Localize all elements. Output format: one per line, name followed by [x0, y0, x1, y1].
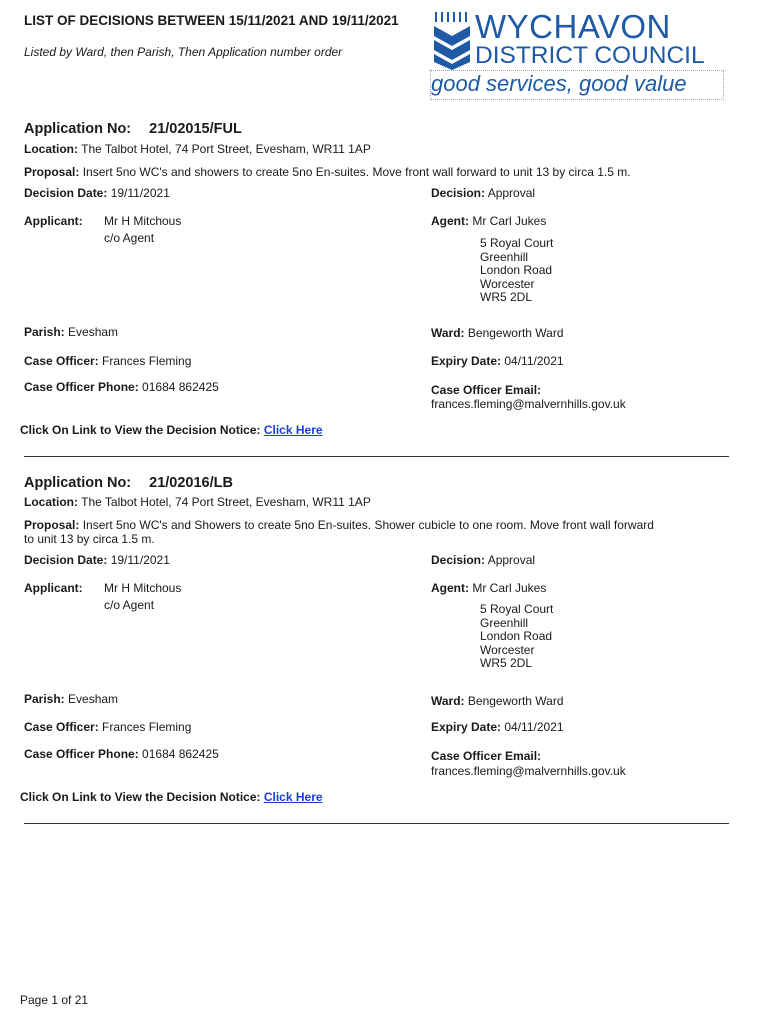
decision-notice-label: Click On Link to View the Decision Notice:	[20, 423, 261, 437]
proposal-value: Insert 5no WC's and Showers to create 5no En-suites. Shower cubicle to one room. Move front wall forward	[82, 518, 654, 532]
proposal-label: Proposal:	[24, 165, 80, 179]
expiry-date-label: Expiry Date:	[431, 720, 502, 734]
agent-address-line: WR5 2DL	[480, 290, 533, 304]
phone-label: Case Officer Phone:	[24, 380, 139, 394]
section-divider	[24, 456, 729, 457]
ward-row	[431, 327, 564, 341]
parish-row	[24, 326, 118, 340]
location-row	[24, 143, 371, 157]
ward-row	[431, 695, 564, 709]
application-no-label: Application No:	[24, 121, 132, 137]
location-label: Location:	[24, 495, 78, 509]
parish-label: Parish:	[24, 325, 65, 339]
proposal-row	[24, 519, 729, 546]
agent-address-line: Worcester	[480, 642, 535, 657]
parish-row	[24, 693, 118, 707]
agent-label: Agent:	[431, 214, 469, 228]
logo-tagline: good services, good value	[431, 71, 687, 96]
decision-notice-link[interactable]: Click Here	[263, 790, 323, 804]
logo-emblem-icon	[432, 12, 472, 70]
document-title: LIST OF DECISIONS BETWEEN 15/11/2021 AND 19/11/2021	[24, 13, 399, 28]
applicant-address: c/o Agent	[104, 598, 155, 612]
decision-date-label: Decision Date:	[24, 186, 108, 200]
applicant-name: Mr H Mitchous	[104, 214, 182, 228]
proposal-value-continued: to unit 13 by circa 1.5 m.	[24, 531, 155, 546]
decision-date-row	[24, 554, 170, 568]
expiry-date-row	[431, 721, 564, 735]
agent-address	[480, 603, 553, 671]
section-divider	[24, 823, 729, 824]
agent-name: Mr Carl Jukes	[472, 214, 547, 228]
proposal-label: Proposal:	[24, 518, 80, 532]
agent-name: Mr Carl Jukes	[472, 581, 547, 595]
case-officer-phone-row	[24, 381, 219, 395]
case-officer-row	[24, 721, 191, 735]
applicant-address: c/o Agent	[104, 231, 155, 245]
agent-address-line: London Road	[480, 629, 553, 643]
decision-value: Approval	[487, 186, 536, 200]
location-row	[24, 496, 371, 510]
parish-value: Evesham	[68, 692, 119, 706]
agent-address-line: 5 Royal Court	[480, 602, 554, 616]
decision-row	[431, 554, 535, 568]
location-label: Location:	[24, 142, 78, 156]
expiry-date-value: 04/11/2021	[504, 720, 564, 734]
expiry-date-value: 04/11/2021	[504, 354, 564, 368]
agent-row	[431, 215, 546, 229]
decision-date-value: 19/11/2021	[110, 553, 170, 567]
decision-label: Decision:	[431, 553, 486, 567]
case-officer-row	[24, 355, 191, 369]
phone-value: 01684 862425	[142, 747, 219, 761]
page-number: Page 1 of 21	[20, 993, 89, 1007]
applicant-label: Applicant:	[24, 214, 83, 228]
agent-row	[431, 582, 546, 596]
agent-address-line: 5 Royal Court	[480, 236, 554, 250]
agent-address-line: WR5 2DL	[480, 656, 533, 670]
case-officer-email-label: Case Officer Email:	[431, 383, 542, 397]
case-officer-email: frances.fleming@malvernhills.gov.uk	[431, 764, 626, 778]
location-value: The Talbot Hotel, 74 Port Street, Evesham, WR11 1AP	[81, 495, 371, 509]
decision-date-value: 19/11/2021	[110, 186, 170, 200]
decision-label: Decision:	[431, 186, 486, 200]
case-officer-value: Frances Fleming	[102, 354, 192, 368]
decision-notice-link[interactable]: Click Here	[263, 423, 323, 437]
agent-address-line: Greenhill	[480, 249, 529, 264]
case-officer-phone-row	[24, 748, 219, 762]
case-officer-value: Frances Fleming	[102, 720, 192, 734]
agent-address-line: Greenhill	[480, 615, 529, 630]
decision-date-label: Decision Date:	[24, 553, 108, 567]
applicant-label: Applicant:	[24, 581, 83, 595]
decision-notice-label: Click On Link to View the Decision Notice:	[20, 790, 261, 804]
agent-address	[480, 237, 553, 305]
location-value: The Talbot Hotel, 74 Port Street, Evesham, WR11 1AP	[81, 142, 371, 156]
logo-wordmark: WYCHAVON	[475, 8, 671, 45]
phone-label: Case Officer Phone:	[24, 747, 139, 761]
document-subtitle: Listed by Ward, then Parish, Then Application number order	[24, 45, 343, 59]
ward-value: Bengeworth Ward	[467, 694, 564, 708]
decision-notice-link-row	[20, 423, 323, 437]
agent-label: Agent:	[431, 581, 469, 595]
ward-label: Ward:	[431, 694, 465, 708]
expiry-date-label: Expiry Date:	[431, 354, 502, 368]
decision-row	[431, 187, 535, 201]
case-officer-label: Case Officer:	[24, 354, 99, 368]
parish-label: Parish:	[24, 692, 65, 706]
proposal-value: Insert 5no WC's and showers to create 5no En-suites. Move front wall forward to unit 13 by circa 1.5 m.	[82, 165, 631, 179]
case-officer-email-label: Case Officer Email:	[431, 749, 542, 763]
logo-council-name: DISTRICT COUNCIL	[475, 42, 705, 69]
applicant-name: Mr H Mitchous	[104, 581, 182, 595]
agent-address-line: Worcester	[480, 276, 535, 291]
application-number-heading	[24, 121, 242, 137]
application-number: 21/02015/FUL	[149, 121, 242, 137]
decision-value: Approval	[487, 553, 536, 567]
ward-label: Ward:	[431, 326, 465, 340]
ward-value: Bengeworth Ward	[467, 326, 564, 340]
decision-notice-link-row	[20, 790, 323, 804]
expiry-date-row	[431, 355, 564, 369]
agent-address-line: London Road	[480, 263, 553, 277]
case-officer-label: Case Officer:	[24, 720, 99, 734]
application-number-heading	[24, 475, 233, 491]
decision-date-row	[24, 187, 170, 201]
phone-value: 01684 862425	[142, 380, 219, 394]
case-officer-email: frances.fleming@malvernhills.gov.uk	[431, 397, 626, 411]
proposal-row	[24, 166, 724, 180]
application-no-label: Application No:	[24, 475, 132, 491]
parish-value: Evesham	[68, 325, 119, 339]
application-number: 21/02016/LB	[149, 475, 233, 491]
